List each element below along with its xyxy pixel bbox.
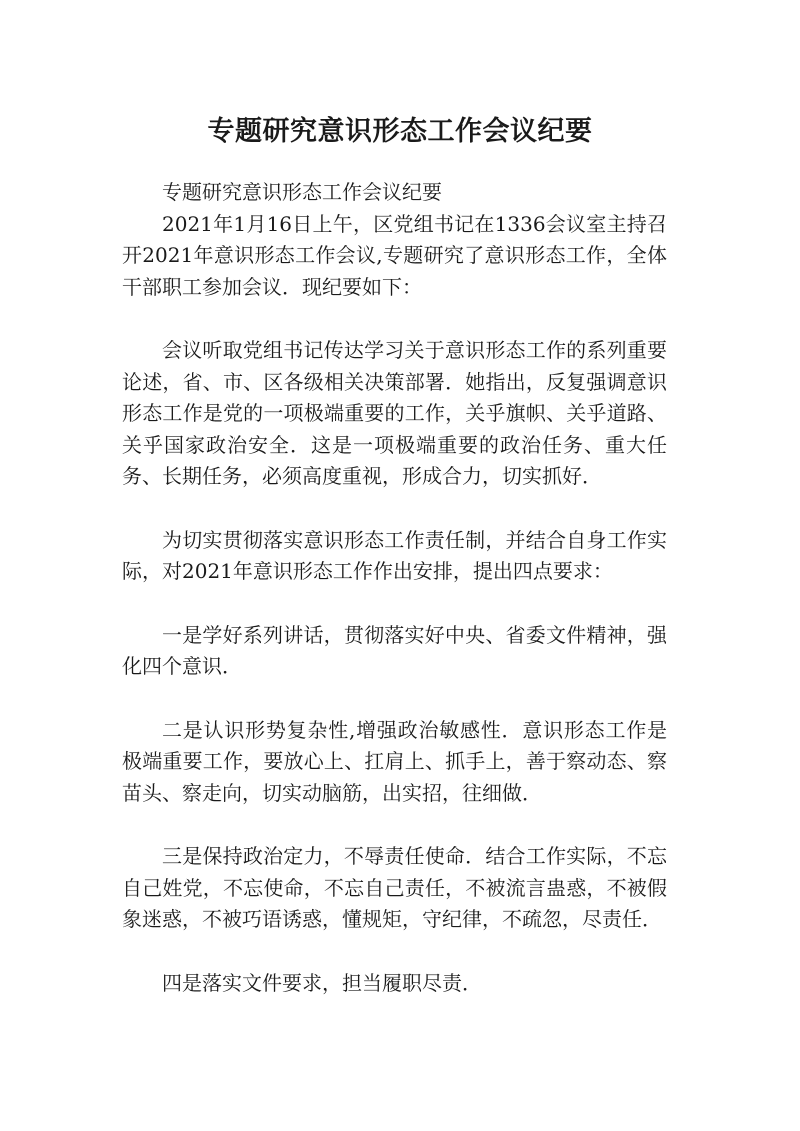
paragraph-spacer	[122, 588, 667, 620]
paragraph-meeting-info: 2021年1月16日上午，区党组书记在1336会议室主持召开2021年意识形态工作会议,专题研究了意识形态工作，全体干部职工参加会议．现纪要如下：	[122, 211, 667, 299]
paragraph-spacer	[122, 936, 667, 968]
paragraph-meeting-content: 会议听取党组书记传达学习关于意识形态工作的系列重要论述，省、市、区各级相关决策部署．她指出，反复强调意识形态工作是党的一项极端重要的工作，关乎旗帜、关乎道路、关乎国家政治安全．这是一项极端重要的政治任务、重大任务、长期任务，必须高度重视，形成合力，切实抓好．	[122, 338, 667, 488]
paragraph-spacer	[122, 493, 667, 525]
paragraph-requirement-3: 三是保持政治定力，不辱责任使命．结合工作实际，不忘自己姓党，不忘使命，不忘自己责任，不被流言蛊惑，不被假象迷惑，不被巧语诱惑，懂规矩，守纪律，不疏忽，尽责任．	[122, 844, 667, 931]
paragraph-spacer	[122, 683, 667, 715]
document-title: 专题研究意识形态工作会议纪要	[207, 116, 593, 147]
paragraph-requirement-1: 一是学好系列讲话，贯彻落实好中央、省委文件精神，强化四个意识．	[122, 622, 667, 678]
paragraph-spacer	[122, 809, 667, 841]
paragraph-requirement-2: 二是认识形势复杂性,增强政治敏感性．意识形态工作是极端重要工作，要放心上、扛肩上、抓手上，善于察动态、察苗头、察走向，切实动脑筋，出实招，往细做．	[122, 717, 667, 805]
paragraph-requirement-4: 四是落实文件要求，担当履职尽责．	[162, 970, 482, 995]
paragraph-requirements-intro: 为切实贯彻落实意识形态工作责任制，并结合自身工作实际，对2021年意识形态工作作出安排，提出四点要求：	[122, 527, 667, 583]
document-body	[122, 177, 667, 999]
paragraph-spacer	[122, 303, 667, 335]
document-subtitle: 专题研究意识形态工作会议纪要	[162, 180, 442, 204]
